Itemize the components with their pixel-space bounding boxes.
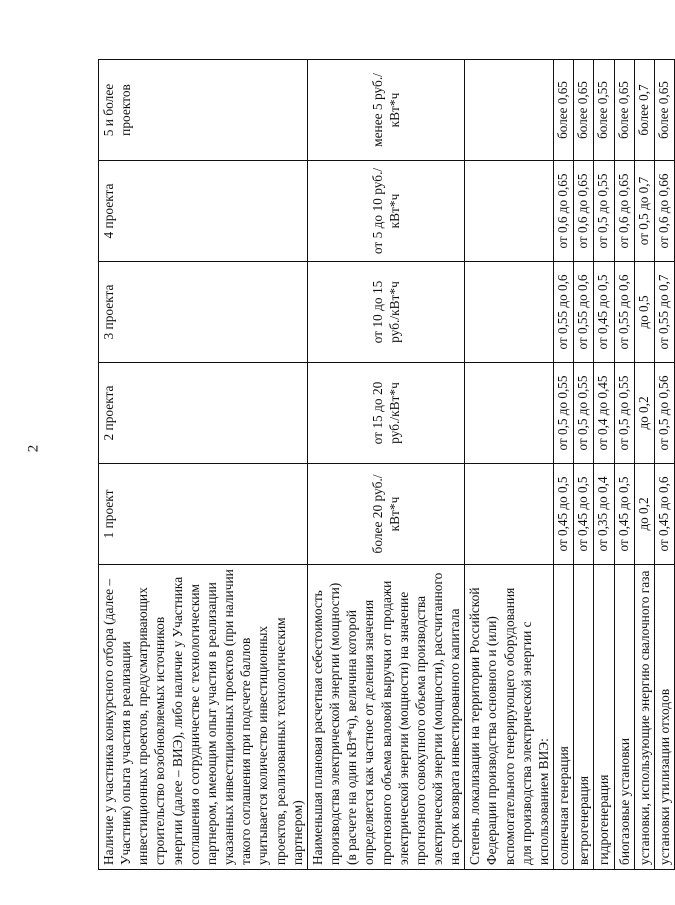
sub-row-value: более 0,65: [654, 60, 674, 161]
sub-row-label: установки утилизации отходов: [654, 565, 674, 870]
sub-row-value: от 0,55 до 0,6: [614, 262, 634, 363]
sub-row-value: от 0,55 до 0,6: [554, 262, 574, 363]
table-row-experience: [99, 60, 308, 870]
cell-cost-4: от 5 до 10 руб./кВт*ч: [307, 161, 464, 262]
sub-row-label: гидрогенерация: [594, 565, 614, 870]
cell-localization-1: [465, 464, 554, 565]
sub-row-value: от 0,35 до 0,4: [594, 464, 614, 565]
table-row: [554, 60, 574, 870]
rotated-table-container: [98, 60, 672, 870]
sub-row-value: более 0,55: [594, 60, 614, 161]
sub-row-value: от 0,5 до 0,55: [594, 161, 614, 262]
cell-experience-2: 2 проекта: [99, 363, 308, 464]
sub-row-value: от 0,5 до 0,7: [634, 161, 654, 262]
sub-row-value: от 0,6 до 0,65: [554, 161, 574, 262]
cell-localization-5: [465, 60, 554, 161]
sub-row-value: до 0,5: [634, 262, 654, 363]
criterion-localization: Степень локализации на территории Российской Федерации производства основного и (или) вспомогательного генерирующего оборудования для производства электрической энергии с использованием ВИЭ:: [465, 565, 554, 870]
sub-row-value: от 0,55 до 0,7: [654, 262, 674, 363]
sub-row-value: более 0,65: [574, 60, 594, 161]
sub-row-value: от 0,45 до 0,5: [594, 262, 614, 363]
cell-experience-5: 5 и более проектов: [99, 60, 308, 161]
cell-cost-3: от 10 до 15 руб./кВт*ч: [307, 262, 464, 363]
sub-row-value: от 0,5 до 0,55: [574, 363, 594, 464]
sub-row-value: до 0,2: [634, 464, 654, 565]
sub-row-value: от 0,45 до 0,5: [614, 464, 634, 565]
sub-row-value: более 0,7: [634, 60, 654, 161]
table-row: [594, 60, 614, 870]
cell-cost-2: от 15 до 20 руб./кВт*ч: [307, 363, 464, 464]
sub-row-value: от 0,4 до 0,45: [594, 363, 614, 464]
cell-experience-1: 1 проект: [99, 464, 308, 565]
sub-row-value: от 0,45 до 0,5: [574, 464, 594, 565]
sub-row-value: от 0,45 до 0,6: [654, 464, 674, 565]
sub-row-value: более 0,65: [554, 60, 574, 161]
sub-row-value: от 0,6 до 0,65: [614, 161, 634, 262]
sub-row-value: от 0,5 до 0,55: [614, 363, 634, 464]
table-row: [634, 60, 654, 870]
table-row: [654, 60, 674, 870]
page-number: 2: [25, 444, 42, 453]
sub-row-value: от 0,6 до 0,65: [574, 161, 594, 262]
sub-row-value: от 0,55 до 0,6: [574, 262, 594, 363]
sub-row-value: от 0,5 до 0,56: [654, 363, 674, 464]
criteria-table: [98, 59, 675, 870]
table-row: [574, 60, 594, 870]
cell-localization-2: [465, 363, 554, 464]
table-row-localization: [465, 60, 554, 870]
cell-localization-3: [465, 262, 554, 363]
cell-cost-1: более 20 руб./кВт*ч: [307, 464, 464, 565]
sub-row-value: до 0,2: [634, 363, 654, 464]
sub-row-label: биогазовые установки: [614, 565, 634, 870]
sub-row-value: от 0,5 до 0,55: [554, 363, 574, 464]
sub-row-value: от 0,45 до 0,5: [554, 464, 574, 565]
cell-experience-4: 4 проекта: [99, 161, 308, 262]
table-row-cost: [307, 60, 464, 870]
cell-cost-5: менее 5 руб./кВт*ч: [307, 60, 464, 161]
criterion-cost: Наименьшая плановая расчетная себестоимость производства электрической энергии (мощности) (в расчете на один кВт*ч), величина которой определяется как частное от деления значения прогнозного объема валовой выручки от продажи электрической энергии (мощности) на значение прогнозного совокупного объема производства электрической энергии (мощности), рассчитанного на срок возврата инвестированного капитала: [307, 565, 464, 870]
sub-row-value: от 0,6 до 0,66: [654, 161, 674, 262]
sub-row-label: установки, использующие энергию свалочного газа: [634, 565, 654, 870]
criterion-experience: Наличие у участника конкурсного отбора (далее – Участник) опыта участия в реализации инвестиционных проектов, предусматривающих строительство возобновляемых источников энергии (далее – ВИЭ), либо наличие у Участника соглашения о сотрудничестве с технологическим партнером, имеющим опыт участия в реализации указанных инвестиционных проектов (при наличии такого соглашения при подсчете баллов учитывается количество инвестиционных проектов, реализованных технологическим партнером): [99, 565, 308, 870]
cell-localization-4: [465, 161, 554, 262]
cell-experience-3: 3 проекта: [99, 262, 308, 363]
sub-row-label: ветрогенерация: [574, 565, 594, 870]
sub-row-value: более 0,65: [614, 60, 634, 161]
table-row: [614, 60, 634, 870]
sub-row-label: солнечная генерация: [554, 565, 574, 870]
